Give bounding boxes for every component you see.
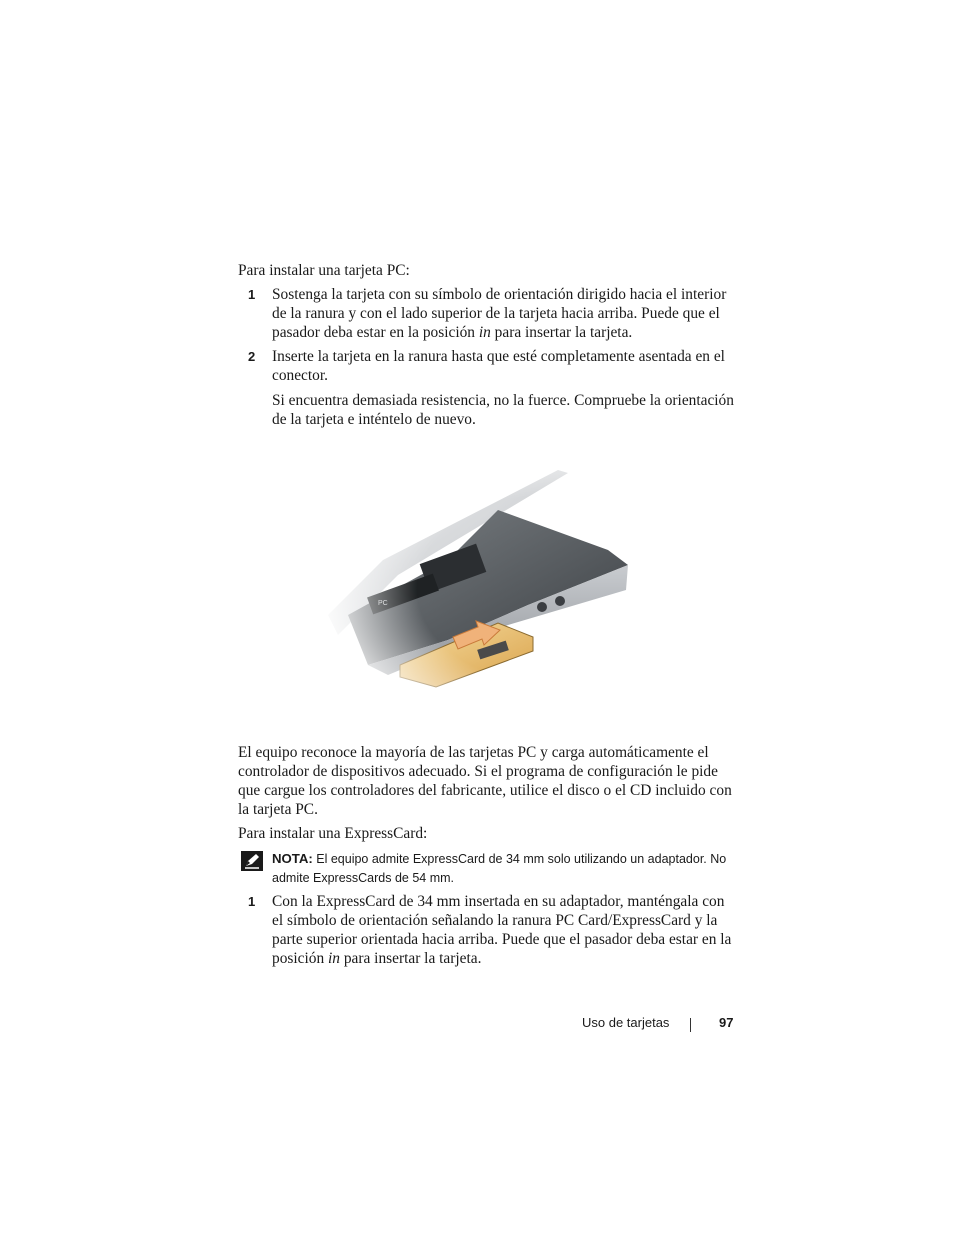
step-number: 1 <box>248 894 256 909</box>
intro-expresscard: Para instalar una ExpressCard: <box>238 825 428 842</box>
step-2-extra: Si encuentra demasiada resistencia, no la fuerce. Compruebe la orientación de la tarjeta e inténtelo de nuevo. <box>272 392 734 428</box>
intro-pc-card: Para instalar una tarjeta PC: <box>238 262 410 279</box>
note-label: NOTA: <box>272 851 313 866</box>
step-text: Con la ExpressCard de 34 mm insertada en su adaptador, manténgala con el símbolo de orientación señalando la ranura PC Card/ExpressCard y la parte superior orientada hacia arriba. Puede que el pasador deba estar en la posición in para insertar la tarjeta. <box>272 893 732 967</box>
footer-section-title: Uso de tarjetas <box>582 1015 670 1030</box>
note-text: NOTA: El equipo admite ExpressCard de 34 mm solo utilizando un adaptador. No admite ExpressCards de 54 mm. <box>272 851 727 885</box>
page-number: 97 <box>719 1015 734 1030</box>
footer-divider <box>690 1018 691 1032</box>
para-recognize: El equipo reconoce la mayoría de las tarjetas PC y carga automáticamente el controlador de dispositivos adecuado. Si el programa de configuración le pide que cargue los controladores del fabricante, utilice el disco o el CD incluido con la tarjeta PC. <box>238 744 732 818</box>
step-text: Inserte la tarjeta en la ranura hasta que esté completamente asentada en el conector. <box>272 348 725 384</box>
laptop-card-illustration <box>328 465 638 690</box>
step-number: 2 <box>248 349 256 364</box>
pencil-note-icon <box>241 851 263 871</box>
step-text: Sostenga la tarjeta con su símbolo de orientación dirigido hacia el interior de la ranura y con el lado superior de la tarjeta hacia arriba. Puede que el pasador deba estar en la posición in para insertar la tarjeta. <box>272 286 727 341</box>
step-number: 1 <box>248 287 256 302</box>
